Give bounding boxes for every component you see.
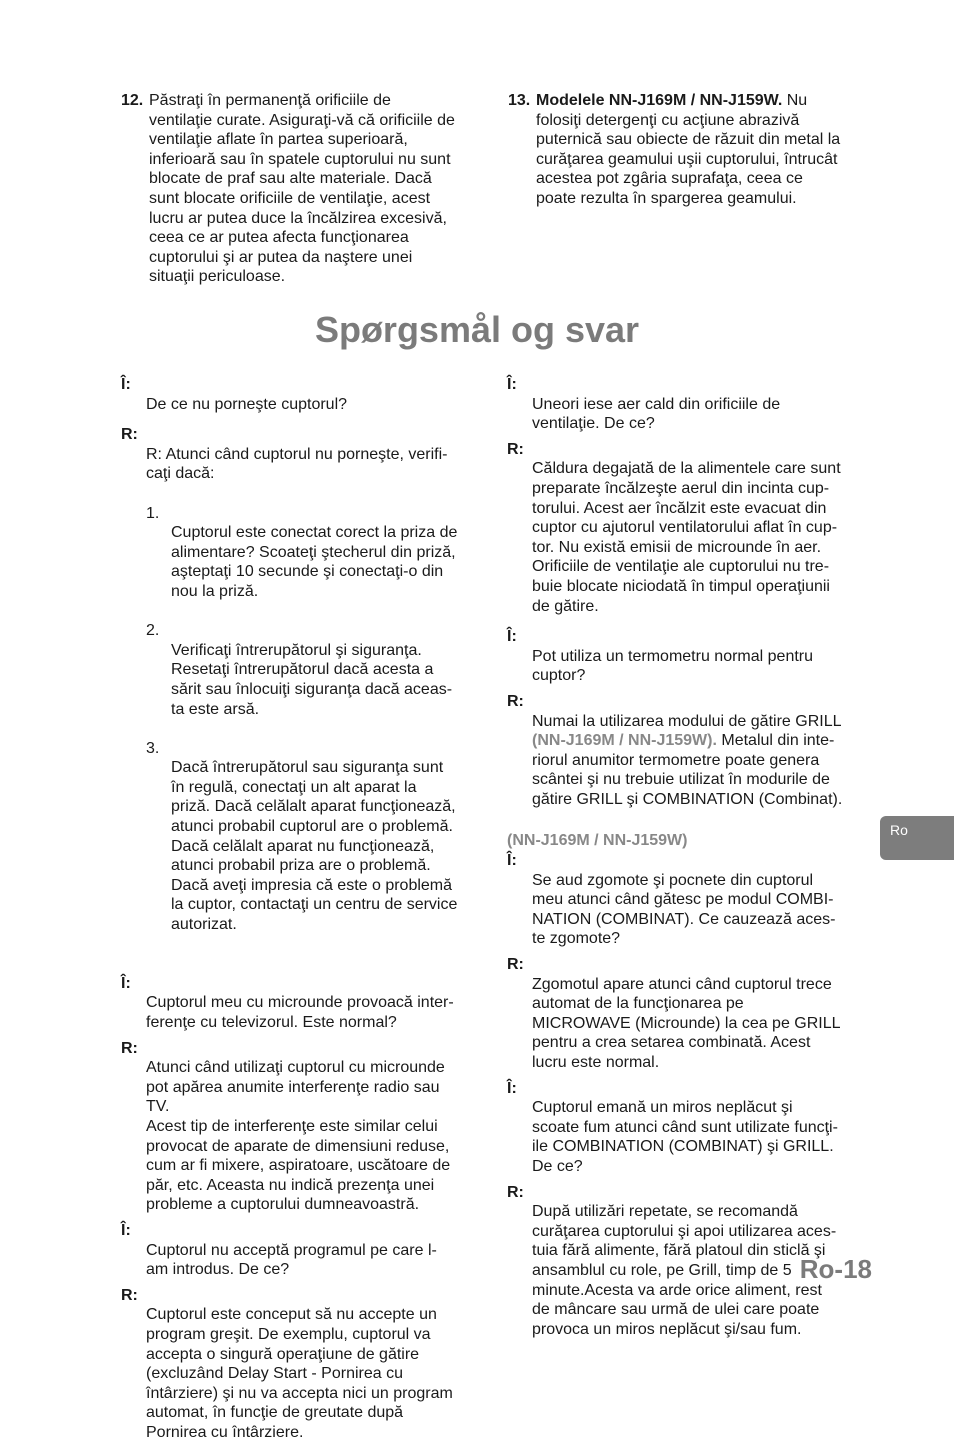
answer-text: Atunci când utilizaţi cuptorul cu microunde pot apărea anumite interferenţe radio sau TV. Acest tip de interferenţe este similar celui provocat de aparate de dimensiuni reduse, cum ar fi mixere, aspiratoare, uscătoare de păr, etc. Aceasta nu indică prezenţa unei probleme a cuptorului dumneavoastră. — [146, 1059, 451, 1214]
question-text: Cuptorul meu cu microunde provoacă inter- ferenţe cu televizorul. Este normal? — [146, 994, 454, 1031]
model-subheading: (NN-J169M / NN-J159W) — [507, 832, 688, 850]
answer-label: R: — [507, 440, 524, 458]
answer-1 — [121, 425, 491, 974]
answer-text: Cuptorul este conceput să nu accepte un program greşit. De exemplu, cuptorul va accepta o singură operaţiune de gătire (excluzând Delay Start - Pornirea cu întârziere) şi nu va accepta nici un program automat, în funcţie de greutate după Pornirea cu întârziere. — [146, 1306, 453, 1441]
question-2 — [507, 627, 877, 686]
question-label: Î: — [507, 852, 517, 870]
checklist-text: Cuptorul este conectat corect la priza de alimentare? Scoateţi ştecherul din priză, aşteptaţi 10 secunde şi conectaţi-o din nou la priză. — [171, 524, 458, 600]
model-reference: (NN-J169M / NN-J159W). — [532, 732, 717, 750]
checklist-text: Verificaţi întrerupătorul şi siguranţa. Resetaţi întrerupătorul dacă acesta a sărit sau înlocuiţi siguranţa dacă aceas- ta este arsă. — [171, 641, 453, 718]
page-title: Spørgsmål og svar — [314, 309, 640, 350]
question-label: Î: — [507, 1079, 517, 1097]
answer-1 — [507, 440, 877, 616]
language-tab: Ro — [880, 816, 954, 860]
question-text: Uneori iese aer cald din orificiile de ventilaţie. De ce? — [532, 395, 781, 433]
question-3 — [121, 1221, 491, 1280]
checklist-item — [146, 739, 491, 935]
checklist-number: 3. — [146, 739, 160, 757]
answer-text: După utilizări repetate, se recomandă curăţarea cuptorului şi apoi utilizarea aces- tuia fără alimente, fără platoul din sticlă şi ansamblul cu role, pe Grill, timp de 5 minute.Acesta va arde orice aliment, rest de mâncare sau urmă de ulei care poate provoca un miros neplăcut şi/sau fum. — [532, 1203, 837, 1338]
question-1 — [507, 375, 877, 434]
question-3 — [507, 851, 877, 949]
checklist-item — [146, 504, 491, 602]
answer-label: R: — [507, 1183, 524, 1201]
answer-label: R: — [121, 426, 138, 444]
item-13 — [508, 91, 888, 209]
item-bold-lead: Modelele NN-J169M / NN-J159W. — [536, 92, 783, 109]
item-12 — [121, 91, 491, 287]
question-text: Cuptorul emană un miros neplăcut şi scoate fum atunci când sunt utilizate funcţi- ile COMBINATION (COMBINAT) şi GRILL. De ce? — [532, 1099, 838, 1175]
answer-3 — [121, 1286, 491, 1442]
question-label: Î: — [507, 628, 517, 646]
answer-3 — [507, 955, 877, 1073]
qa-right-column — [507, 375, 877, 1339]
page-number: Ro-18 — [799, 1254, 872, 1284]
answer-text-cont: Metalul din inte- riorul anumitor termometre poate genera scântei şi nu trebuie utilizat în modurile de gătire GRILL şi COMBINATION (Combinat). — [532, 732, 843, 808]
question-label: Î: — [507, 376, 517, 393]
question-label: Î: — [121, 376, 131, 393]
checklist — [146, 484, 491, 954]
question-label: Î: — [121, 974, 131, 992]
answer-label: R: — [507, 956, 524, 974]
answer-label: R: — [507, 692, 524, 710]
checklist-number: 2. — [146, 622, 160, 640]
answer-text: Numai la utilizarea modului de gătire GRILL — [532, 712, 842, 730]
answer-label: R: — [121, 1286, 138, 1304]
answer-text: Zgomotul apare atunci când cuptorul trece automat de la funcţionarea pe MICROWAVE (Microunde) la cea pe GRILL pentru a crea setarea combinată. Acest lucru este normal. — [532, 975, 841, 1071]
answer-text: Căldura degajată de la alimentele care sunt preparate încălzeşte aerul din incinta cup- torului. Acest aer încălzit este evacuat din cuptor cu ajutorul ventilatorului aflat în cup- tor. Nu există emisii de microunde în aer. Orificiile de ventilaţie ale cuptorului nu tre- buie blocate niciodată în timpul operaţiunii de gătire. — [532, 460, 841, 615]
question-text: De ce nu porneşte cuptorul? — [146, 395, 348, 413]
qa-left-column — [121, 375, 491, 1442]
item-text: Păstraţi în permanenţă orificiile de ventilaţie curate. Asiguraţi-vă că orificiile de ventilaţie aflate în partea superioară, inferioară sau în spatele cuptorului nu sunt blocate de praf sau alte materiale. Dacă sunt blocate orificiile de ventilaţie, acest lucru ar putea duce la încălzirea excesivă, ceea ce ar putea afecta funcţionarea cuptorului şi ar putea da naştere unei situaţii periculoase. — [149, 92, 455, 286]
checklist-number: 1. — [146, 504, 160, 522]
question-4 — [507, 1079, 877, 1177]
question-1 — [121, 375, 491, 414]
question-text: Cuptorul nu acceptă programul pe care l- am introdus. De ce? — [146, 1241, 437, 1279]
checklist-item — [146, 621, 491, 719]
question-text: Se aud zgomote şi pocnete din cuptorul meu atunci când gătesc pe modul COMBI- NATION (COMBINAT). Ce cauzează aces- te zgomote? — [532, 871, 836, 948]
answer-label: R: — [121, 1039, 138, 1057]
checklist-text: Dacă întrerupătorul sau siguranţa sunt în regulă, conectaţi un alt aparat la priză. Dacă celălalt aparat funcţionează, atunci probabil cuptorul are o problemă. Dacă celălalt aparat nu funcţionează, atunci probabil priza are o problemă. Dacă aveţi impresia că este o problemă la cuptor, contactaţi un centru de service autorizat. — [171, 759, 458, 934]
question-text: Pot utiliza un termometru normal pentru cuptor? — [532, 647, 814, 685]
answer-2 — [121, 1039, 491, 1215]
item-number: 13. — [508, 92, 531, 109]
question-2 — [121, 974, 491, 1033]
answer-2 — [507, 692, 877, 810]
question-label: Î: — [121, 1221, 131, 1239]
item-number: 12. — [121, 92, 144, 109]
answer-text: R: Atunci când cuptorul nu porneşte, verifi- caţi dacă: — [146, 445, 448, 483]
item-text: Nu folosiţi detergenţi cu acţiune abrazivă puternică sau obiecte de răzuit din metal la curăţarea geamului uşii cuptorului, întrucât acestea pot zgâria suprafaţa, ceea ce poate rezulta în spargerea geamului. — [536, 92, 841, 207]
